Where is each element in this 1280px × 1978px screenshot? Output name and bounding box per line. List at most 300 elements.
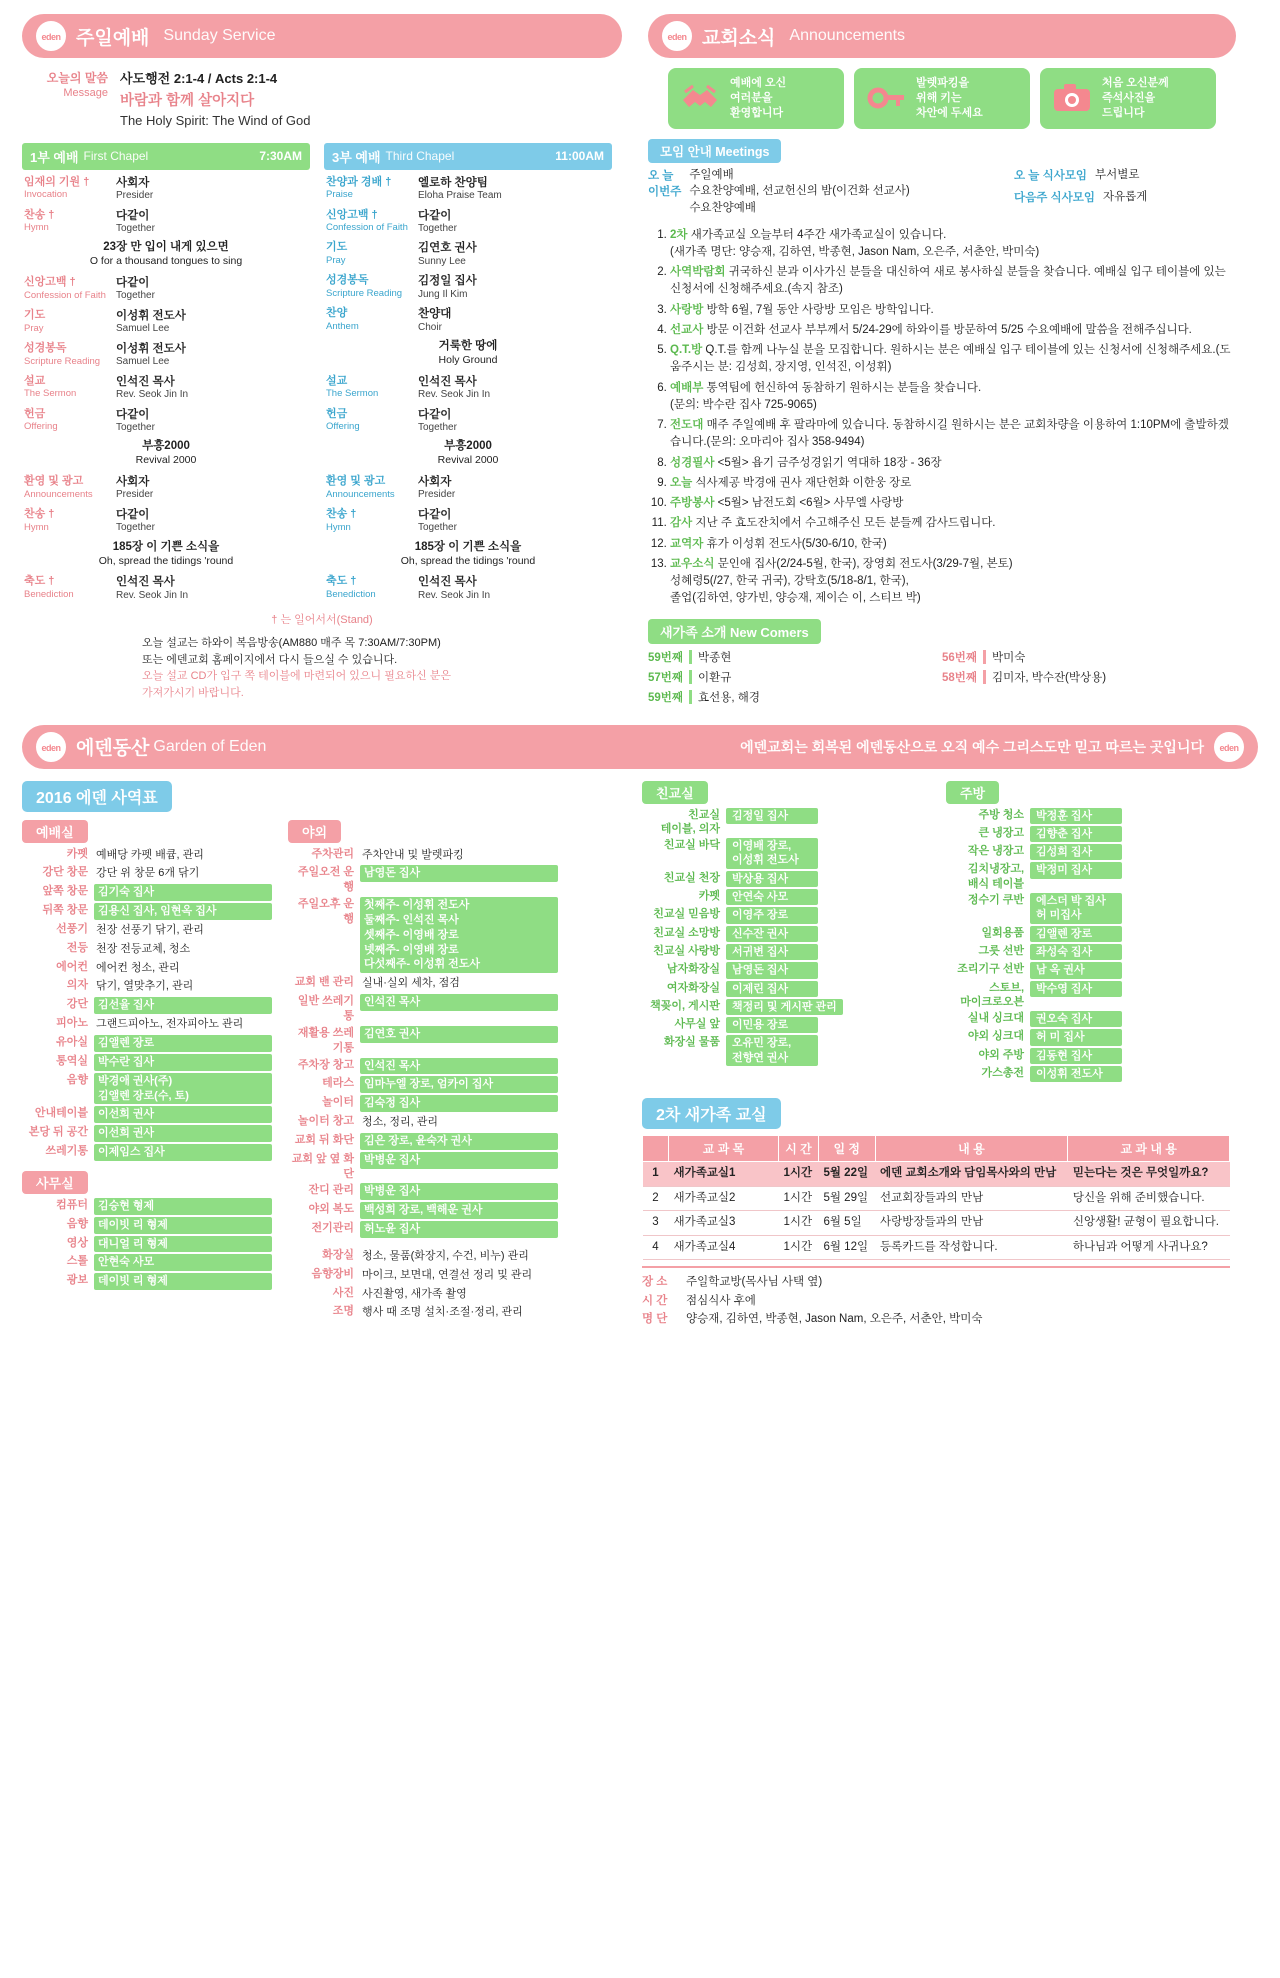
duty-section: [22, 781, 1258, 1329]
duty-row: [642, 944, 932, 960]
announcement-keyword: 사역박람회: [670, 266, 726, 279]
duty-row-key: 쓰레기통: [45, 1145, 88, 1158]
duty-row: [288, 1286, 558, 1303]
duty-row-value: 허 미 집사: [1030, 1029, 1122, 1045]
meetings-value-meal-next: 자유롭게: [1102, 191, 1148, 204]
announcement-item: 4. 선교사 방문 이건화 선교사 부부께서 5/24-29에 하와이를 방문하여 5/25 수요예배에 말씀을 전해주십니다.: [670, 322, 1236, 339]
service-row: [324, 472, 612, 505]
service-center-en: Revival 2000: [437, 454, 499, 467]
meetings-value-today: 주일예배 수요찬양예배, 선교헌신의 밤(이건화 선교사) 수요찬양예배: [689, 168, 910, 214]
sunday-footnote: 가져가시기 바랍니다.: [142, 686, 244, 699]
duty-row-key: 주차장 창고: [297, 1058, 354, 1071]
duty-row-value: 신수잔 권사: [726, 926, 818, 942]
sunday-service-header: [22, 14, 622, 58]
eden-garden-banner: [22, 725, 1258, 769]
newcomer-item: [648, 649, 942, 665]
service-center-row: [324, 437, 612, 472]
meetings-meal-next: [1014, 189, 1236, 206]
duty-row: [288, 1202, 558, 1219]
duty-row-key: 정수기 쿠반: [967, 894, 1024, 907]
duty-row-value: 박정미 집사: [1030, 862, 1122, 878]
service-center-en: Oh, spread the tidings 'round: [98, 554, 234, 567]
duty-row-key: 음향: [66, 1073, 88, 1086]
sunday-footnote: 또는 에덴교회 홈페이지에서 다시 들으실 수 있습니다.: [142, 653, 398, 666]
classroom-subject: 새가족교실2: [669, 1186, 779, 1211]
announcement-item: 2. 사역박람회 귀국하신 분과 이사가신 분들을 대신하여 새로 봉사하실 분들을 찾습니다. 예배실 입구 테이블에 있는 신청서에 신청해주세요.(속지 참조): [670, 264, 1236, 299]
duty-row-value: 데이빗 리 형제: [94, 1273, 272, 1290]
duty-row-value: 김은 장로, 윤숙자 권사: [360, 1133, 558, 1150]
duty-columns: [22, 820, 622, 1324]
duty-row-value: 김승현 형제: [94, 1198, 272, 1215]
service-row: [324, 304, 612, 337]
message-label-ko: 오늘의 말씀: [46, 71, 108, 85]
classroom-content: 선교회장들과의 만남: [875, 1186, 1068, 1211]
service-row-value: 인석진 목사 Rev. Seok Jin In: [418, 576, 491, 601]
duty-row: [288, 1304, 558, 1321]
announce-title-ko: 교회소식: [702, 27, 776, 49]
service-row: [22, 372, 310, 405]
duty-row-value: 박수영 집사: [1030, 981, 1122, 997]
duty-row-value: 박상용 집사: [726, 871, 818, 887]
duty-row-value: 김선율 집사: [94, 997, 272, 1014]
newcomer-number: 59번째: [648, 651, 684, 664]
sunday-footnote: 오늘 설교는 하와이 복음방송(AM880 매주 목 7:30AM/7:30PM): [142, 637, 441, 650]
newcomer-item: [942, 669, 1236, 685]
service-row-label: 찬송 † Hymn: [326, 507, 357, 533]
meetings-grid: [648, 167, 1236, 217]
service-row: [22, 206, 310, 239]
announce-title-en: Announcements: [789, 27, 906, 44]
duty-row: [22, 922, 272, 939]
service-row-value: 이성휘 전도사 Samuel Lee: [116, 309, 186, 335]
service-row-label: 환영 및 광고 Announcements: [326, 474, 395, 500]
duty-row-key: 교회 앞 옆 화단: [291, 1152, 354, 1180]
classroom-detail: 믿는다는 것은 무엇일까요?: [1068, 1162, 1230, 1187]
announcement-keyword: 성경필사: [670, 456, 715, 469]
newcomer-number: 56번째: [942, 651, 978, 664]
duty-row-value: 김앨렌 장로: [1030, 926, 1122, 942]
duty-row-key: 친교실 테이블, 의자: [660, 808, 720, 835]
duty-row-key: 재활용 쓰레기통: [297, 1026, 354, 1054]
duty-row-key: 강단: [66, 998, 88, 1011]
duty-row-key: 유아실: [56, 1035, 88, 1048]
eden-title-en: Garden of Eden: [153, 737, 267, 755]
duty-row-value: 실내·실외 세차, 점검: [362, 977, 460, 990]
duty-row-value: 대니얼 리 형제: [94, 1236, 272, 1253]
meetings-key-meal-next: 다음주 식사모임: [1014, 192, 1095, 205]
duty-office-title: 사무실: [22, 1171, 88, 1194]
service-center-ko: 부흥2000: [142, 440, 190, 453]
newcomer-name: 효선용, 해경: [698, 691, 760, 704]
announcement-list: [648, 227, 1236, 608]
third-chapel-rows: [324, 173, 612, 605]
first-chapel-rows: [22, 173, 310, 605]
duty-row-key: 놀이터: [322, 1096, 354, 1109]
duty-row-value: 데이빗 리 형제: [94, 1217, 272, 1234]
service-row-value: 다같이 Together: [116, 508, 155, 534]
duty-row-value: 김연호 권사: [360, 1026, 558, 1043]
classroom-time: 1시간: [779, 1235, 819, 1260]
service-center-en: Holy Ground: [438, 354, 498, 367]
duty-row-key: 실내 싱크대: [967, 1012, 1024, 1025]
duty-kitchen-rows: [946, 808, 1216, 1083]
third-chapel-en: Third Chapel: [385, 149, 455, 164]
duty-kitchen-col: [946, 781, 1216, 1085]
duty-row-key: 놀이터 창고: [297, 1115, 354, 1128]
service-center-row: [22, 238, 310, 273]
classroom-content: 에덴 교회소개와 담임목사와의 만남: [875, 1162, 1068, 1187]
classroom-time: 1시간: [779, 1162, 819, 1187]
classroom-info-value: 양승재, 김하연, 박종현, Jason Nam, 오은주, 서춘안, 박미숙: [686, 1313, 983, 1326]
sunday-footnote: 오늘 설교 CD가 입구 쪽 테이블에 마련되어 있으니 필요하신 분은: [142, 670, 452, 683]
duty-row: [642, 838, 932, 869]
announcement-notice-text: 처음 오신분께 즉석사진을 드립니다: [1102, 77, 1169, 119]
duty-row: [22, 1035, 272, 1052]
duty-row-key: 일회용품: [981, 926, 1024, 939]
stand-note: † 는 일어서서(Stand): [271, 614, 373, 627]
duty-row: [288, 1152, 558, 1182]
duty-row-key: 교회 밴 관리: [294, 976, 354, 989]
message-title-ko: 바람과 함께 살아지다: [120, 92, 255, 109]
eden-logo-icon: eden: [36, 21, 66, 51]
eden-logo-icon-4: eden: [1214, 732, 1244, 762]
duty-row-key: 작은 냉장고: [967, 845, 1024, 858]
duty-row: [642, 999, 932, 1015]
duty-row-value: 에어컨 청소, 관리: [96, 961, 180, 974]
announcement-item: 3. 사랑방 방학 6월, 7월 동안 사랑방 모임은 방학입니다.: [670, 302, 1236, 319]
top-columns: [22, 14, 1258, 709]
duty-row: [22, 1016, 272, 1033]
service-center-ko: 185장 이 기쁜 소식을: [414, 540, 522, 553]
duty-row-key: 카펫: [698, 890, 720, 903]
service-row-value: 다같이 Together: [116, 408, 155, 433]
service-row: [22, 273, 310, 306]
duty-row-key: 사진: [332, 1286, 354, 1299]
meetings-value-meal-today: 부서별로: [1095, 168, 1140, 181]
duty-row-value: 김숙정 집사: [360, 1095, 558, 1112]
message-reference: 사도행전 2:1-4 / Acts 2:1-4: [120, 71, 278, 86]
duty-row-value: 에스더 박 집사 허 미집사: [1030, 893, 1122, 924]
duty-row: [642, 962, 932, 978]
service-row: [324, 572, 612, 605]
key-icon: [864, 78, 908, 118]
duty-row-value: 남영돈 집사: [726, 962, 818, 978]
duty-row-value: 좌성숙 집사: [1030, 944, 1122, 960]
classroom-info-key: 명 단: [642, 1313, 668, 1326]
duty-row-key: 큰 냉장고: [978, 826, 1024, 839]
announcement-notice: [854, 68, 1030, 129]
first-chapel-header: [22, 143, 310, 170]
duty-row: [946, 862, 1216, 891]
service-row-label: 성경봉독 Scripture Reading: [326, 274, 403, 300]
duty-row-key: 앞쪽 창문: [42, 885, 88, 898]
duty-row-key: 주일오전 운행: [297, 866, 354, 894]
newcomer-name: 박종현: [698, 651, 732, 664]
classroom-body: [643, 1162, 1230, 1260]
service-tables: [22, 143, 622, 605]
classroom-col-header: 내 용: [875, 1136, 1068, 1162]
service-row-value: 찬양대 Choir: [418, 308, 452, 333]
duty-outdoor-rows: [288, 847, 558, 1238]
duty-row: [22, 960, 272, 977]
announcement-item: 12. 교역자 휴가 이성휘 전도사(5/30-6/10, 한국): [670, 536, 1236, 553]
classroom-col-header: 시 간: [779, 1136, 819, 1162]
service-row-value: 다같이 Together: [116, 277, 155, 302]
classroom-date: 6월 5일: [818, 1211, 875, 1236]
announcement-keyword: 선교사: [670, 323, 704, 336]
sunday-footnotes: [22, 635, 622, 701]
duty-row-value: 오유민 장로, 전향연 권사: [726, 1035, 818, 1066]
service-row-value: 다같이 Together: [418, 508, 457, 534]
duty-row: [288, 975, 558, 992]
duty-row-value: 이영배 장로, 이성휘 전도사: [726, 838, 818, 869]
duty-outdoor-title: 야외: [288, 820, 341, 843]
duty-row: [22, 884, 272, 901]
duty-row-value: 천장 선풍기 닦기, 관리: [96, 923, 204, 936]
duty-row-value: 첫째주- 이성휘 전도사 둘째주- 인석진 목사 셋째주- 이영배 장로 넷째주- 이영배 장로 다섯째주- 이성휘 전도사: [360, 897, 558, 973]
duty-row: [288, 897, 558, 973]
service-center-ko: 185장 이 기쁜 소식을: [112, 540, 220, 553]
duty-row: [288, 865, 558, 895]
duty-row: [288, 1267, 558, 1284]
duty-row-value: 김동현 집사: [1030, 1048, 1122, 1064]
duty-row: [288, 1183, 558, 1200]
service-row: [22, 405, 310, 438]
duty-office-col: [22, 1171, 272, 1290]
duty-row: [22, 847, 272, 864]
classroom-info-row: [642, 1292, 1230, 1310]
announcement-icon-row: [648, 68, 1236, 129]
duty-row: [22, 865, 272, 882]
duty-row-value: 천장 전등교체, 청소: [96, 942, 191, 955]
third-chapel-ko: 3부 예배: [332, 149, 381, 165]
eden-logo-icon-3: eden: [36, 732, 66, 762]
announcement-keyword: Q.T.방: [670, 344, 703, 357]
announcement-notice: [1040, 68, 1216, 129]
classroom-row-index: 2: [643, 1186, 669, 1211]
duty-row: [22, 1217, 272, 1234]
duty-row: [22, 941, 272, 958]
duty-row-value: 이선희 권사: [94, 1125, 272, 1142]
announcement-keyword: 교역자: [670, 537, 704, 550]
classroom-row-index: 3: [643, 1211, 669, 1236]
announcement-notice-text: 예배에 오신 여러분을 환영합니다: [730, 77, 787, 119]
duty-row: [288, 1095, 558, 1112]
duty-row-key: 주차관리: [311, 847, 354, 860]
duty-row: [642, 1017, 932, 1033]
classroom-header-row: [643, 1136, 1230, 1162]
duty-row-key: 친교실 바닥: [663, 839, 720, 852]
first-chapel: [22, 143, 310, 605]
duty-row: [946, 1011, 1216, 1027]
camera-icon: [1050, 78, 1094, 118]
duty-row: [22, 997, 272, 1014]
duty-row-value: 김앨렌 장로: [94, 1035, 272, 1052]
classroom-row: [643, 1162, 1230, 1187]
announcements-header: [648, 14, 1236, 58]
duty-row: [22, 1236, 272, 1253]
newcomer-name: 이환규: [698, 671, 732, 684]
duty-row-value: 이선희 권사: [94, 1106, 272, 1123]
duty-row-key: 야외 싱크대: [967, 1030, 1024, 1043]
announcement-notice: [668, 68, 844, 129]
duty-row-key: 본당 뒤 공간: [28, 1126, 88, 1139]
announcement-keyword: 2차: [670, 228, 688, 241]
sunday-service-column: [22, 14, 622, 701]
newcomer-name: 김미자, 박수잔(박상용): [992, 671, 1107, 684]
duty-row-value: 남영돈 집사: [360, 865, 558, 882]
classroom-content: 등록카드를 작성합니다.: [875, 1235, 1068, 1260]
newcomer-item: [648, 689, 942, 705]
service-row-label: 임재의 기원 † Invocation: [24, 175, 90, 201]
service-row-value: 다같이 Together: [116, 209, 155, 234]
classroom-title: 2차 새가족 교실: [642, 1098, 781, 1129]
newcomer-number: 58번째: [942, 671, 978, 684]
newcomers-grid: [648, 649, 1236, 709]
duty-row: [22, 1144, 272, 1161]
announcement-item: 8. 성경필사 <5월> 욥기 금주성경읽기 역대하 18장 - 36장: [670, 455, 1236, 472]
duty-row-value: 안현숙 사모: [94, 1254, 272, 1271]
duty-row-key: 주방 청소: [978, 808, 1024, 821]
service-row-label: 신앙고백 † Confession of Faith: [24, 276, 106, 301]
meetings-title: 모임 안내 Meetings: [648, 139, 781, 163]
service-center-en: O for a thousand tongues to sing: [89, 255, 243, 268]
classroom-date: 5월 29일: [818, 1186, 875, 1211]
service-row: [324, 206, 612, 239]
duty-row-key: 잔디 관리: [308, 1184, 354, 1197]
duty-row-value: 김용신 집사, 임현옥 집사: [94, 903, 272, 920]
message-label-en: Message: [63, 87, 108, 100]
duty-row: [22, 903, 272, 920]
service-center-ko: 거룩한 땅에: [438, 340, 498, 353]
message-row: [22, 68, 622, 139]
duty-row-key: 카펫: [66, 847, 88, 860]
duty-row: [946, 1048, 1216, 1064]
duty-row-key: 음향장비: [311, 1267, 354, 1280]
service-row-label: 찬송 † Hymn: [24, 507, 55, 533]
duty-row-value: 박병운 집사: [360, 1183, 558, 1200]
duty-row: [22, 1106, 272, 1123]
duty-row-value: 김정일 집사: [726, 808, 818, 824]
service-row: [22, 306, 310, 339]
duty-row-value: 박정훈 집사: [1030, 808, 1122, 824]
newcomer-bar: [689, 690, 692, 704]
first-chapel-en: First Chapel: [83, 149, 149, 164]
duty-row-value: 박수란 집사: [94, 1054, 272, 1071]
duty-row-key: 테라스: [322, 1077, 354, 1090]
duty-row-key: 전기관리: [311, 1222, 354, 1235]
duty-row-value: 강단 위 창문 6개 닦기: [96, 867, 200, 880]
duty-row-key: 친교실 소망방: [653, 926, 720, 939]
duty-row-value: 남 옥 권사: [1030, 962, 1122, 978]
service-row: [324, 372, 612, 405]
duty-row: [22, 1198, 272, 1215]
duty-row-key: 스토브, 마이크로오븐: [960, 981, 1024, 1008]
duty-row: [22, 1254, 272, 1271]
classroom-date: 5월 22일: [818, 1162, 875, 1187]
duty-row-key: 책꽂이, 게시판: [650, 999, 720, 1012]
duty-table-title: 2016 에덴 사역표: [22, 781, 172, 812]
newcomer-number: 57번째: [648, 671, 684, 684]
duty-office-rows: [22, 1198, 272, 1290]
service-row: [324, 173, 612, 206]
service-center-row: [22, 538, 310, 573]
classroom-col-header: 교 과 목: [669, 1136, 779, 1162]
duty-row: [288, 1058, 558, 1075]
duty-row-value: 허노윤 집사: [360, 1221, 558, 1238]
classroom-info-row: [642, 1310, 1230, 1328]
duty-kitchen-title: 주방: [946, 781, 999, 804]
service-row-value: 다같이 Together: [418, 209, 457, 234]
duty-left: [22, 781, 622, 1324]
duty-row: [288, 1114, 558, 1131]
duty-row-value: 백성희 장로, 백해운 권사: [360, 1202, 558, 1219]
service-row-label: 찬송 † Hymn: [24, 208, 55, 234]
duty-row-value: 청소, 정리, 관리: [362, 1116, 438, 1129]
duty-fellowship-rows: [642, 808, 932, 1066]
duty-row-value: 박병운 집사: [360, 1152, 558, 1169]
service-row-label: 기도 Pray: [24, 308, 46, 334]
message-label: [28, 70, 108, 131]
announcement-item: 7. 전도대 매주 주일예배 후 팔라마에 있습니다. 동참하시길 원하시는 분은 교회차량을 이용하여 1:10PM에 출발하겠습니다.(문의: 오마리아 집사 358-9494): [670, 417, 1236, 452]
newcomer-item: [942, 649, 1236, 665]
duty-row: [22, 978, 272, 995]
classroom-detail: 당신을 위해 준비했습니다.: [1068, 1186, 1230, 1211]
announcement-item: 1. 2차 새가족교실 오늘부터 4주간 새가족교실이 있습니다. (새가족 명단: 양승재, 김하연, 박종현, Jason Nam, 오은주, 서춘안, 박미숙): [670, 227, 1236, 262]
service-row-value: 사회자 Presider: [116, 176, 154, 202]
duty-row-value: 김향춘 집사: [1030, 826, 1122, 842]
announcement-keyword: 감사: [670, 517, 693, 530]
duty-row-value: 인석진 목사: [360, 1058, 558, 1075]
duty-row-value: 마이크, 보면대, 연결선 정리 및 관리: [362, 1268, 533, 1281]
duty-row: [946, 1029, 1216, 1045]
service-center-en: Oh, spread the tidings 'round: [400, 554, 536, 567]
classroom-detail: 신앙생활! 균형이 필요합니다.: [1068, 1211, 1230, 1236]
handshake-icon: [678, 78, 722, 118]
duty-row: [288, 847, 558, 864]
duty-row: [22, 1054, 272, 1071]
duty-row-key: 전등: [66, 941, 88, 954]
duty-row-value: 행사 때 조명 설치·조절·정리, 관리: [362, 1306, 523, 1319]
classroom-date: 6월 12일: [818, 1235, 875, 1260]
service-row-value: 김연호 권사 Sunny Lee: [418, 242, 477, 267]
newcomer-bar: [689, 650, 692, 664]
duty-row-key: 조리기구 선반: [957, 963, 1024, 976]
announcement-keyword: 전도대: [670, 419, 704, 432]
newcomer-bar: [983, 650, 986, 664]
duty-row: [946, 893, 1216, 924]
duty-row-key: 그릇 선반: [978, 944, 1024, 957]
classroom-info-row: [642, 1273, 1230, 1291]
service-row: [22, 339, 310, 372]
duty-row-value: 예배당 카펫 배큠, 관리: [96, 848, 204, 861]
newcomers-title: 새가족 소개 New Comers: [648, 619, 821, 644]
classroom-subject: 새가족교실3: [669, 1211, 779, 1236]
duty-row-key: 컴퓨터: [56, 1198, 88, 1211]
newcomer-name: 박미숙: [992, 651, 1026, 664]
duty-row-key: 교회 뒤 화단: [294, 1133, 354, 1146]
announcement-keyword: 교우소식: [670, 557, 715, 570]
duty-row-value: 권오숙 집사: [1030, 1011, 1122, 1027]
duty-row-key: 친교실 믿음방: [653, 908, 720, 921]
service-row-value: 김정일 집사 Jung Il Kim: [418, 275, 477, 300]
duty-row: [288, 1248, 558, 1265]
announcement-keyword: 오늘: [670, 476, 693, 489]
meetings-meal-today: [1014, 167, 1236, 184]
classroom-row-index: 4: [643, 1235, 669, 1260]
message-body: [120, 70, 311, 131]
service-center-ko: 23장 만 입이 내게 있으면: [103, 241, 229, 254]
